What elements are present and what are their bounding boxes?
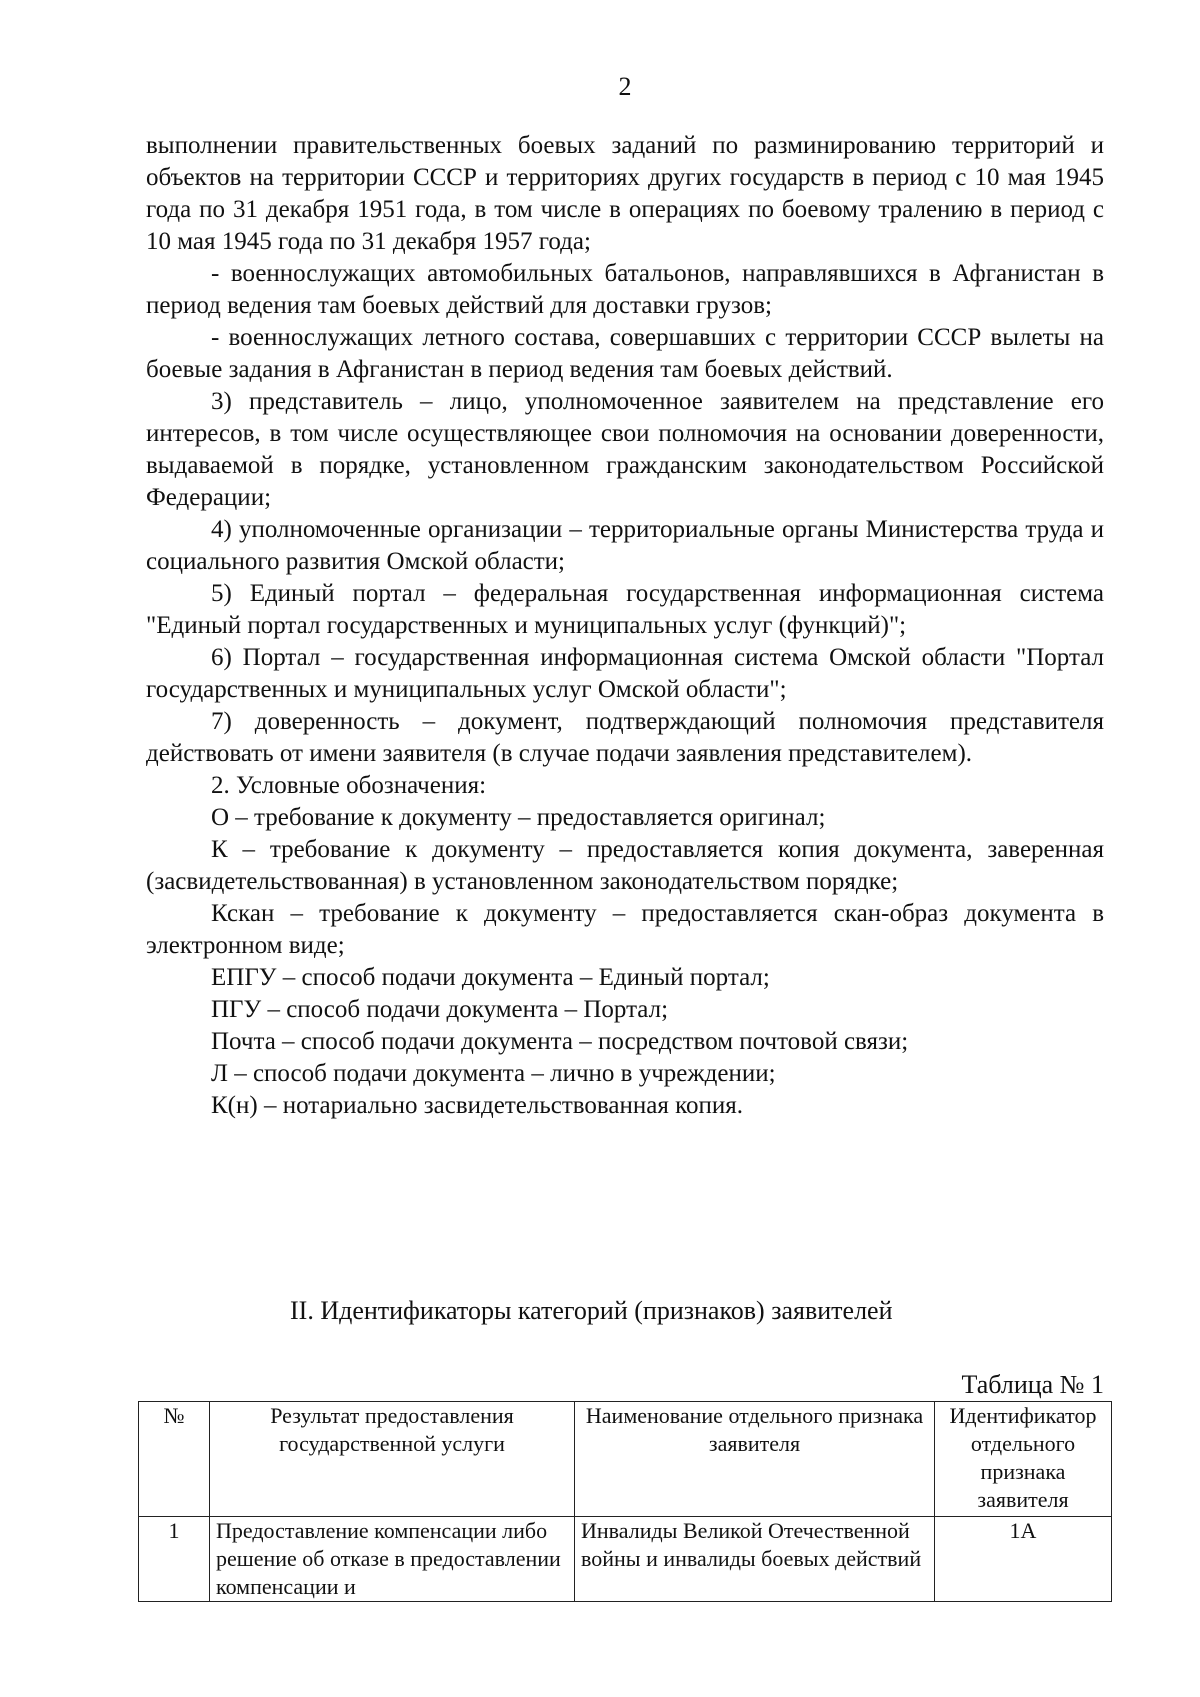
paragraph: выполнении правительственных боевых заданий по разминированию территорий и объектов на территории СССР и территориях других государств в период с 10 мая 1945 года по 31 декабря 1951 года, в том числе в операциях по боевому тралению в период с 10 мая 1945 года по 31 декабря 1957 года; — [146, 132, 1104, 255]
header-number: № — [139, 1402, 210, 1517]
cell-service-result: Предоставление компенсации либо решение об отказе в предоставлении компенсации и — [210, 1517, 575, 1602]
cell-applicant-attribute: Инвалиды Великой Отечественной войны и инвалиды боевых действий — [575, 1517, 935, 1602]
header-applicant-attribute: Наименование отдельного признака заявителя — [575, 1402, 935, 1517]
paragraph: 2. Условные обозначения: — [211, 772, 487, 799]
cell-number: 1 — [139, 1517, 210, 1602]
table-caption: Таблица № 1 — [961, 1370, 1104, 1399]
paragraph: К – требование к документу – предоставляется копия документа, заверенная (засвидетельствованная) в установленном законодательством порядке; — [146, 836, 1104, 895]
paragraph: - военнослужащих летного состава, совершавших с территории СССР вылеты на боевые задания в Афганистан в период ведения там боевых действий. — [146, 324, 1104, 383]
paragraph: 4) уполномоченные организации – территориальные органы Министерства труда и социального развития Омской области; — [146, 516, 1104, 575]
paragraph: Кскан – требование к документу – предоставляется скан-образ документа в электронном виде; — [146, 900, 1104, 959]
paragraph: К(н) – нотариально засвидетельствованная копия. — [211, 1092, 743, 1119]
section-heading: II. Идентификаторы категорий (признаков) заявителей — [290, 1296, 893, 1325]
paragraph: 6) Портал – государственная информационная система Омской области "Портал государственных и муниципальных услуг Омской области"; — [146, 644, 1104, 703]
paragraph: ПГУ – способ подачи документа – Портал; — [211, 996, 669, 1023]
paragraph: 7) доверенность – документ, подтверждающий полномочия представителя действовать от имени заявителя (в случае подачи заявления представителем). — [146, 708, 1104, 767]
header-service-result: Результат предоставления государственной услуги — [210, 1402, 575, 1517]
paragraph: О – требование к документу – предоставляется оригинал; — [211, 804, 826, 831]
body-text — [146, 130, 1104, 1122]
paragraph: 5) Единый портал – федеральная государственная информационная система "Единый портал государственных и муниципальных услуг (функций)"; — [146, 580, 1104, 639]
paragraph: 3) представитель – лицо, уполномоченное заявителем на представление его интересов, в том числе осуществляющее свои полномочия на основании доверенности, выдаваемой в порядке, установленном гражданским законодательством Российской Федерации; — [146, 388, 1104, 511]
table-row — [139, 1517, 1112, 1602]
paragraph: Л – способ подачи документа – лично в учреждении; — [211, 1060, 776, 1087]
paragraph: ЕПГУ – способ подачи документа – Единый портал; — [211, 964, 770, 991]
identifiers-table — [138, 1401, 1112, 1602]
table-header-row — [139, 1402, 1112, 1517]
paragraph: Почта – способ подачи документа – посредством почтовой связи; — [211, 1028, 909, 1055]
page-number: 2 — [618, 72, 632, 101]
header-attribute-identifier: Идентификатор отдельного признака заявителя — [935, 1402, 1112, 1517]
paragraph: - военнослужащих автомобильных батальонов, направлявшихся в Афганистан в период ведения там боевых действий для доставки грузов; — [146, 260, 1104, 319]
cell-attribute-identifier: 1А — [935, 1517, 1112, 1602]
